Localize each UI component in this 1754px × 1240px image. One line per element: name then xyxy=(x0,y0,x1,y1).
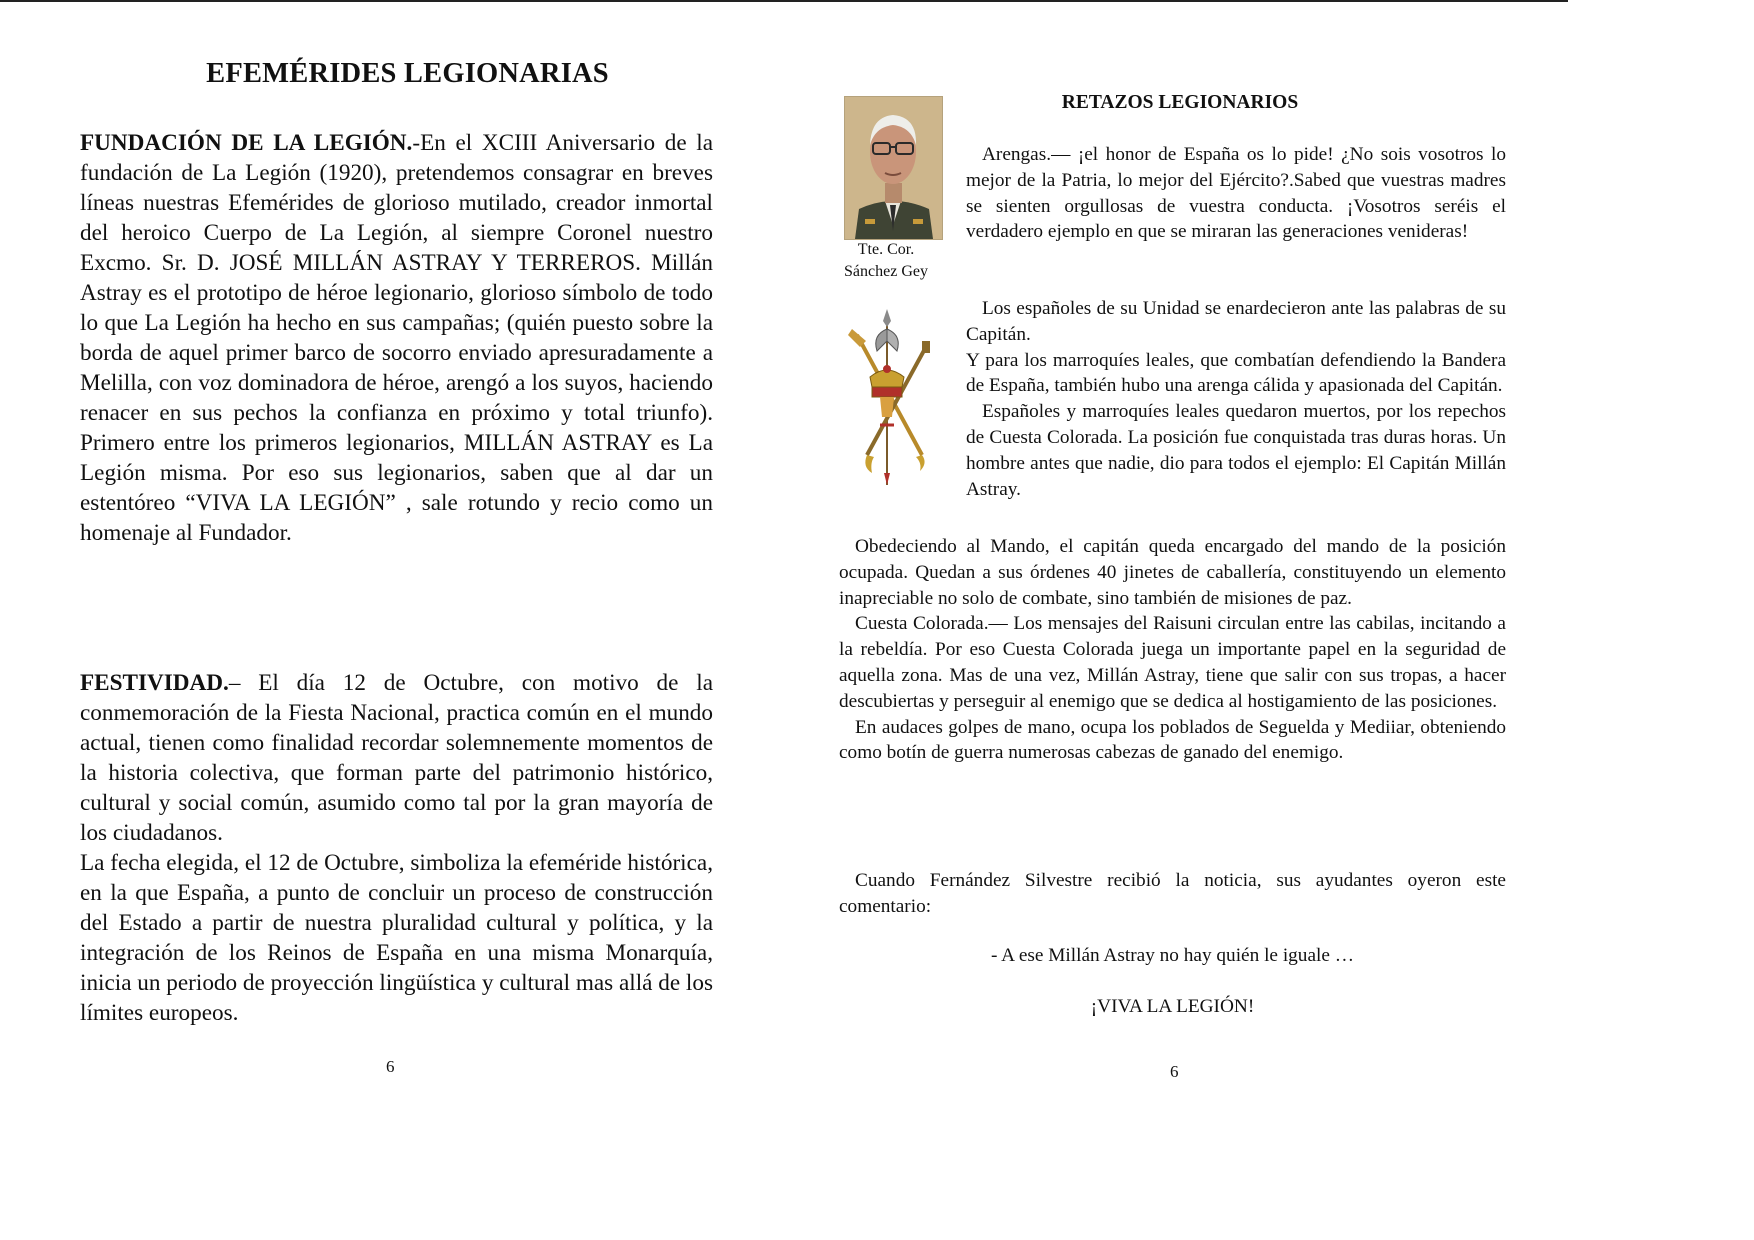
quote-line: - A ese Millán Astray no hay quién le iguale … xyxy=(990,945,1355,966)
arengas-section xyxy=(966,142,1506,245)
right-page xyxy=(784,0,1568,1110)
fundacion-paragraph xyxy=(80,128,713,548)
mando-section xyxy=(839,534,1506,766)
photo-caption xyxy=(834,239,938,283)
cuesta-colorada-paragraph: Cuesta Colorada.— Los mensajes del Raisuni circulan entre las cabilas, incitando a la rebeldía. Por eso Cuesta Colorada juega un importante papel en la seguridad de aquella zona. Mas de una vez, Millán Astray, tiene que salir con sus tropas, a hacer descubiertas y perseguir al enemigo que se dedica al hostigamiento de las posiciones. xyxy=(839,613,1506,712)
fundacion-heading: FUNDACIÓN DE LA LEGIÓN. xyxy=(80,130,413,156)
espanoles-paragraph: Los españoles de su Unidad se enardecieron ante las palabras de su Capitán. xyxy=(966,298,1506,345)
legion-emblem-icon xyxy=(842,305,942,490)
left-page xyxy=(0,0,784,1110)
mando-paragraph: Obedeciendo al Mando, el capitán queda encargado del mando de la posición ocupada. Quedan a sus órdenes 40 jinetes de caballería, constituyendo un elemento inapreciable no solo de combate, sino también de misiones de paz. xyxy=(839,536,1506,609)
arengas-paragraph: Arengas.— ¡el honor de España os lo pide! ¿No sois vosotros lo mejor de la Patria, lo mejor del Ejército?.Sabed que vuestras madres se sienten orgullosas de vuestra conducta. ¡Vosotros seréis el verdadero ejemplo en que se miraran las generaciones venideras! xyxy=(966,144,1506,243)
festividad-text: – El día 12 de Octubre, con motivo de la conmemoración de la Fiesta Nacional, practica común en el mundo actual, tienen como finalidad recordar solemnemente momentos de la historia colectiva, que forman parte del patrimonio histórico, cultural y social común, asumido como tal por la gran mayoría de los ciudadanos. xyxy=(80,670,713,846)
left-page-number: 6 xyxy=(386,1057,395,1076)
muertos-paragraph: Españoles y marroquíes leales quedaron muertos, por los repechos de Cuesta Colorada. La posición fue conquistada tras duras horas. Un hombre antes que nadie, dio para todos el ejemplo: El Capitán Millán Astray. xyxy=(966,401,1506,500)
portrait-illustration xyxy=(845,97,942,239)
right-page-title: RETAZOS LEGIONARIOS xyxy=(1061,92,1299,113)
marroquies-paragraph: Y para los marroquíes leales, que combatían defendiendo la Bandera de España, también hubo una arenga cálida y apasionada del Capitán. xyxy=(966,349,1506,397)
photo-caption-rank: Tte. Cor. xyxy=(857,241,915,258)
festividad-section xyxy=(80,668,713,1028)
photo-caption-name: Sánchez Gey xyxy=(844,263,928,280)
viva-la-legion-line: ¡VIVA LA LEGIÓN! xyxy=(1090,996,1255,1017)
silvestre-paragraph: Cuando Fernández Silvestre recibió la noticia, sus ayudantes oyeron este comentario: xyxy=(839,870,1506,917)
unidad-section xyxy=(966,296,1506,502)
silvestre-section xyxy=(839,868,1506,920)
festividad-heading: FESTIVIDAD. xyxy=(80,670,229,696)
right-page-number: 6 xyxy=(1170,1062,1179,1081)
fecha-paragraph: La fecha elegida, el 12 de Octubre, simboliza la efeméride histórica, en la que España, a punto de concluir un proceso de construcción del Estado a partir de nuestra pluralidad cultural y política, y la integración de los Reinos de España en una misma Monarquía, inicia un periodo de proyección lingüística y cultural mas allá de los límites europeos. xyxy=(80,850,713,1026)
fundacion-text: -En el XCIII Aniversario de la fundación de La Legión (1920), pretendemos consagrar en breves líneas nuestras Efemérides de glorioso mutilado, creador inmortal del heroico Cuerpo de La Legión, al siempre Coronel nuestro Excmo. Sr. D. JOSÉ MILLÁN ASTRAY Y TERREROS. Millán Astray es el prototipo de héroe legionario, glorioso símbolo de todo lo que La Legión ha hecho en sus campañas; (quién puesto sobre la borda de aquel primer barco de socorro enviado apresuradamente a Melilla, con voz dominadora de héroe, arengó a los suyos, haciendo renacer en sus pechos la confianza en próximo y total triunfo). Primero entre los primeros legionarios, MILLÁN ASTRAY es La Legión misma. Por eso sus legionarios, saben que al dar un estentóreo “VIVA LA LEGIÓN” , sale rotundo y recio como un homenaje al Fundador. xyxy=(80,130,713,546)
portrait-photo xyxy=(844,96,943,240)
left-page-title: EFEMÉRIDES LEGIONARIAS xyxy=(206,58,609,89)
festividad-paragraph xyxy=(80,668,713,848)
audaces-paragraph: En audaces golpes de mano, ocupa los poblados de Seguelda y Mediiar, obteniendo como botín de guerra numerosas cabezas de ganado del enemigo. xyxy=(839,716,1506,764)
